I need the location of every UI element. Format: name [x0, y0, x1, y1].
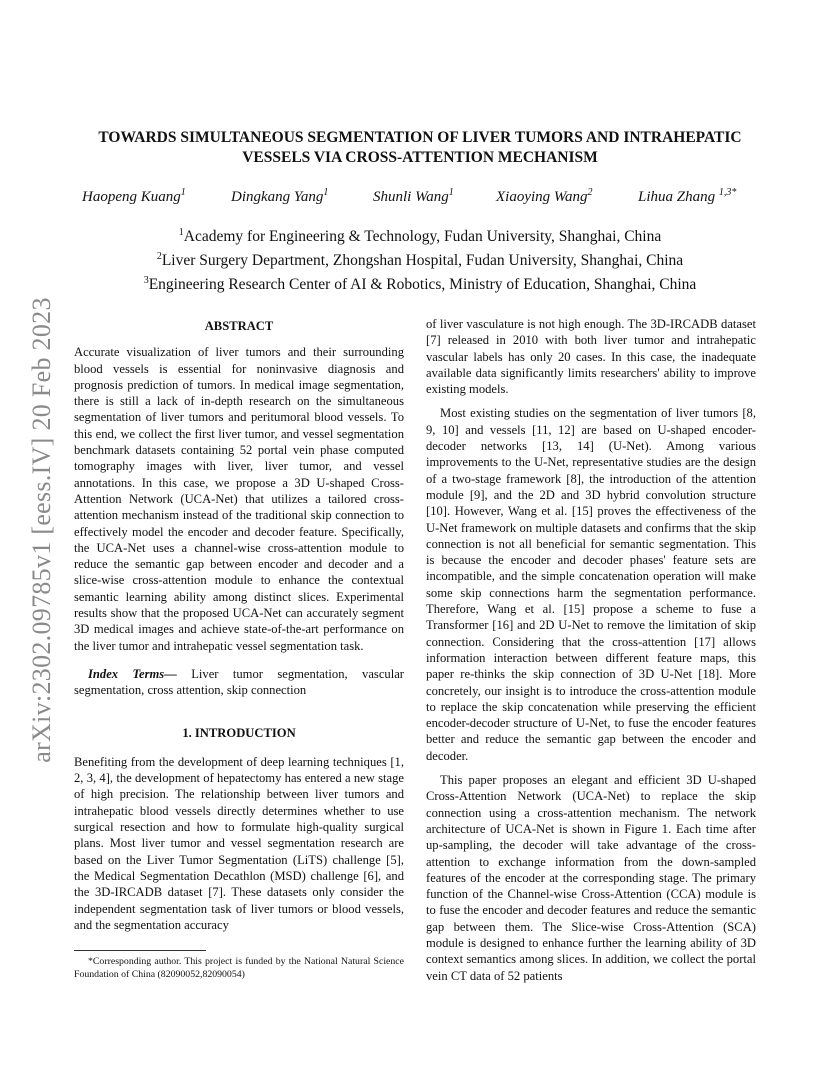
intro-paragraph-3: This paper proposes an elegant and efficient 3D U-shaped Cross-Attention Network (UCA-Net) to replace the skip connection using a cross-attention mechanism. The network architecture of UCA-Net is shown in Figure 1. Each time after up-sampling, the decoder will take advantage of the cross-attention to exchange information from the down-sampled features of the encoder at the corresponding stage. The primary function of the Channel-wise Cross-Attention (CCA) module is to fuse the encoder and decoder features and reduce the semantic gap between them. The Slice-wise Cross-Attention (SCA) module is designed to enhance further the learning ability of 3D context semantics among slices. In addition, we collect the portal vein CT data of 52 patients — [426, 773, 756, 983]
author-list — [0, 187, 828, 209]
intro-paragraph-1: Benefiting from the development of deep learning techniques [1, 2, 3, 4], the development of hepatectomy has entered a new stage of high precision. The relationship between liver tumors and intrahepatic blood vessels directly determines whether to use surgical resection and how to formulate high-quality surgical plans. Most liver tumor and vessel segmentation research are based on the Liver Tumor Segmentation (LiTS) challenge [5], the Medical Segmentation Decathlon (MSD) challenge [6], and the 3D-IRCADB dataset [7]. These datasets only consider the independent segmentation task of liver tumors or blood vessels, and the segmentation accuracy — [74, 754, 404, 932]
author-affil-mark: 1 — [448, 187, 454, 198]
author-name-text: Lihua Zhang — [638, 189, 716, 205]
paper-title: TOWARDS SIMULTANEOUS SEGMENTATION OF LIVER TUMORS AND INTRAHEPATIC VESSELS VIA CROSS-ATTENTION MECHANISM — [98, 129, 742, 166]
affiliation — [70, 247, 770, 271]
affiliation-mark: 1 — [178, 227, 184, 238]
author-name-text: Xiaoying Wang — [496, 189, 588, 205]
right-column — [426, 316, 756, 984]
affiliation — [70, 271, 770, 295]
introduction-heading: 1. INTRODUCTION — [182, 725, 296, 740]
author-affil-mark: 1,3* — [718, 187, 737, 198]
author-affil-mark: 1 — [180, 187, 186, 198]
footnote-divider — [74, 950, 206, 951]
author-affil-mark: 1 — [323, 187, 329, 198]
index-terms-label: Index Terms— — [88, 666, 177, 681]
author-name — [231, 187, 328, 206]
affiliation-list — [70, 223, 770, 295]
author-name-text: Haopeng Kuang — [82, 189, 181, 205]
arxiv-watermark-text: arXiv:2302.09785v1 [eess.IV] 20 Feb 2023 — [27, 297, 56, 763]
arxiv-watermark — [24, 285, 60, 775]
affiliation-text: Engineering Research Center of AI & Robotics, Ministry of Education, Shanghai, China — [148, 276, 697, 294]
footnote: *Corresponding author. This project is funded by the National Natural Science Foundation of China (82090052,82090054) — [74, 956, 404, 980]
author-name — [373, 187, 454, 206]
affiliation-mark: 3 — [143, 275, 149, 287]
affiliation — [70, 223, 770, 247]
author-name-text: Dingkang Yang — [231, 189, 324, 205]
intro-paragraph-1-continued: of liver vasculature is not high enough. The 3D-IRCADB dataset [7] released in 2010 with both liver tumor and intrahepatic vascular labels has only 20 cases. In this case, the inadequate available data significantly limits researchers' ability to improve existing models. — [426, 317, 756, 397]
author-name — [82, 187, 186, 206]
affiliation-text: Academy for Engineering & Technology, Fudan University, Shanghai, China — [183, 228, 662, 246]
author-name — [496, 187, 593, 206]
index-terms-text: Liver tumor segmentation, vascular segmentation, cross attention, skip connection — [74, 666, 404, 698]
author-name-text: Shunli Wang — [373, 189, 449, 205]
intro-paragraph-2: Most existing studies on the segmentation of liver tumors [8, 9, 10] and vessels [11, 12] are based on U-shaped encoder-decoder networks [13, 14] (U-Net). Among various improvements to the U-Net, representative studies are the design of a two-stage framework [8], the introduction of the attention module [9], and the 2D and 3D hybrid convolution structure [10]. However, Wang et al. [15] proves the effectiveness of the U-Net framework on multiple datasets and confirms that the skip connection is not all beneficial for semantic segmentation. This is because the encoder and decoder phases' feature sets are incompatible, and the simple concatenation operation will make some skip connections harm the segmentation performance. Therefore, Wang et al. [15] propose a scheme to fuse a Transformer [16] and 2D U-Net to remove the limitation of skip connection. Considering that the cross-attention [17] allows information interaction between different feature maps, this paper re-thinks the skip connection of 3D U-Net [18]. More concretely, our insight is to introduce the cross-attention module to replace the skip concatenation while preserving the efficient encoder-decoder structure of U-Net, to fuse the encoder features better and reduce the semantic gap between the encoder and decoder. — [426, 406, 756, 763]
left-column — [74, 318, 404, 933]
author-name — [638, 187, 736, 206]
affiliation-text: Liver Surgery Department, Zhongshan Hospital, Fudan University, Shanghai, China — [161, 252, 684, 270]
index-terms — [74, 666, 404, 699]
abstract-heading: ABSTRACT — [204, 319, 274, 333]
abstract-text: Accurate visualization of liver tumors and their surrounding blood vessels is essential for noninvasive diagnosis and prognosis prediction of tumors. In medical image segmentation, there is still a lack of in-depth research on the simultaneous segmentation of liver tumors and peritumoral blood vessels. To this end, we collect the first liver tumor, and vessel segmentation benchmark datasets containing 52 portal vein phase computed tomography images with liver, liver tumor, and vessel annotations. In this case, we propose a 3D U-shaped Cross-Attention Network (UCA-Net) that utilizes a tailored cross-attention mechanism instead of the traditional skip connection to effectively model the encoder and decoder feature. Specifically, the UCA-Net uses a channel-wise cross-attention module to reduce the semantic gap between encoder and decoder and a slice-wise cross-attention module to enhance the contextual semantic learning ability among distinct slices. Experimental results show that the proposed UCA-Net can accurately segment 3D medical images and achieve state-of-the-art performance on the liver tumor and intrahepatic vessel segmentation task. — [74, 345, 404, 653]
affiliation-mark: 2 — [156, 251, 162, 263]
author-affil-mark: 2 — [587, 187, 593, 198]
